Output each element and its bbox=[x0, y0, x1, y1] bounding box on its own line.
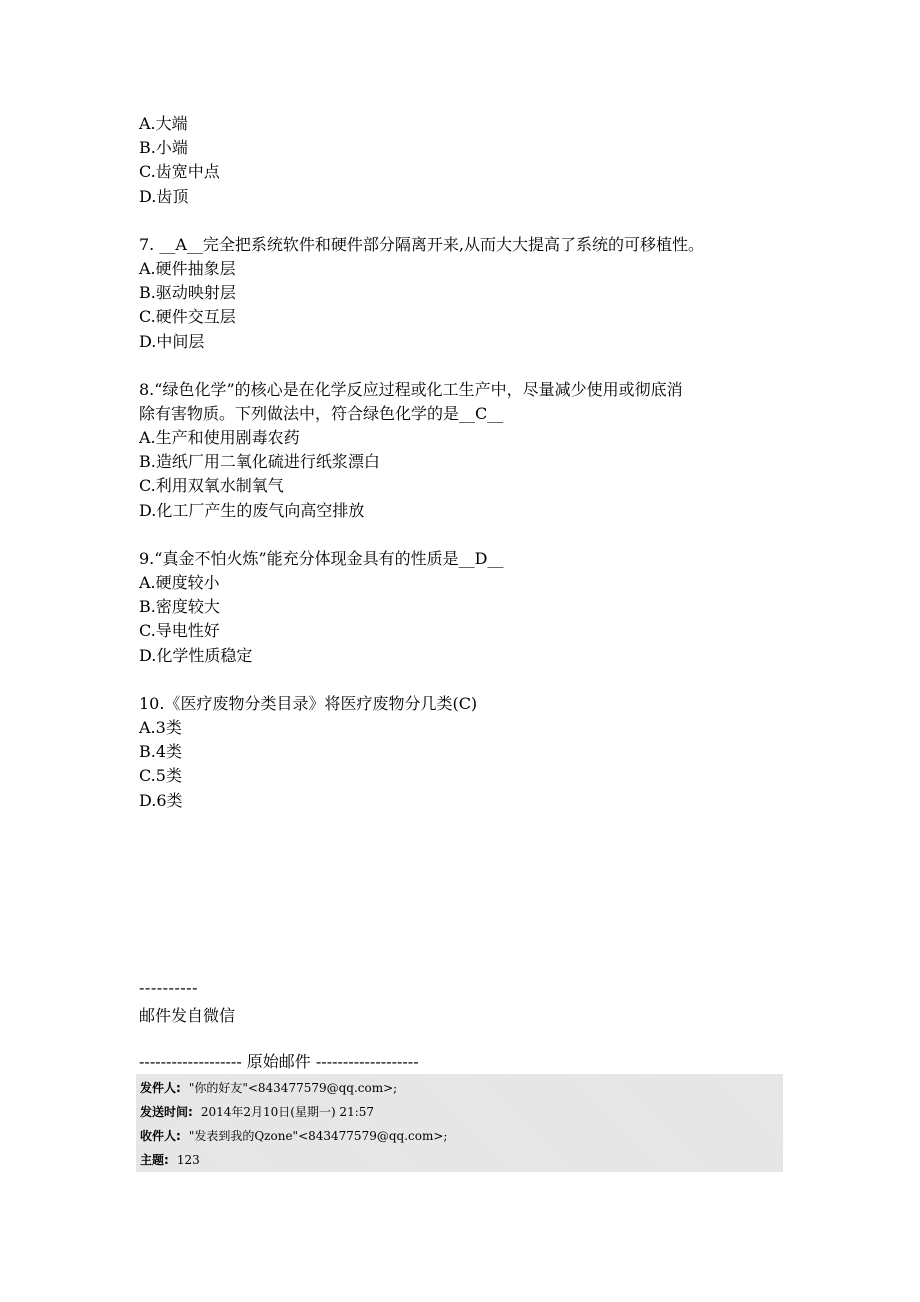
option: C.导电性好 bbox=[139, 621, 220, 641]
question-8 bbox=[139, 378, 819, 523]
from-label: 发件人: bbox=[140, 1081, 181, 1095]
option: C.齿宽中点 bbox=[139, 162, 220, 182]
question-6-options bbox=[139, 112, 819, 209]
original-mail-header bbox=[136, 1074, 783, 1172]
option: D.化工厂产生的废气向高空排放 bbox=[139, 500, 365, 520]
question-stem: 7. __A__完全把系统软件和硬件部分隔离开来,从而大大提高了系统的可移植性。 bbox=[139, 234, 704, 254]
to-row bbox=[140, 1128, 447, 1144]
sent-value: 2014年2月10日(星期一) 21:57 bbox=[200, 1105, 375, 1119]
question-stem: 10.《医疗废物分类目录》将医疗废物分几类(C) bbox=[139, 693, 478, 713]
signature-divider: ---------- bbox=[139, 978, 199, 997]
question-stem: 8.“绿色化学”的核心是在化学反应过程或化工生产中，尽量减少使用或彻底消 bbox=[139, 379, 683, 399]
option: D.化学性质稳定 bbox=[139, 645, 253, 665]
option: B.4类 bbox=[139, 742, 183, 762]
document-body bbox=[139, 112, 819, 813]
signature-text: 邮件发自微信 bbox=[139, 1006, 236, 1025]
option: A.3类 bbox=[139, 717, 182, 737]
option: B.密度较大 bbox=[139, 597, 220, 617]
option: C.硬件交互层 bbox=[139, 307, 236, 327]
option: D.中间层 bbox=[139, 331, 205, 351]
option: A.硬件抽象层 bbox=[139, 258, 236, 278]
option: B.驱动映射层 bbox=[139, 283, 236, 303]
option: C.5类 bbox=[139, 766, 182, 786]
subject-label: 主题: bbox=[140, 1153, 169, 1167]
question-7 bbox=[139, 233, 819, 354]
option: B.造纸厂用二氧化硫进行纸浆漂白 bbox=[139, 452, 380, 472]
question-9 bbox=[139, 547, 819, 668]
original-mail-heading: ------------------- 原始邮件 ------------------- bbox=[139, 1052, 419, 1071]
subject-value: 123 bbox=[176, 1153, 200, 1167]
option: D.齿顶 bbox=[139, 186, 189, 206]
to-value: "发表到我的Qzone"<843477579@qq.com>; bbox=[188, 1129, 448, 1143]
option: A.硬度较小 bbox=[139, 573, 220, 592]
option: A.大端 bbox=[139, 114, 188, 133]
from-row bbox=[140, 1080, 397, 1096]
from-value: "你的好友"<843477579@qq.com>; bbox=[188, 1081, 398, 1095]
option: B.小端 bbox=[139, 138, 188, 158]
to-label: 收件人: bbox=[140, 1129, 181, 1143]
option: D.6类 bbox=[139, 790, 183, 810]
subject-row bbox=[140, 1152, 200, 1168]
sent-row bbox=[140, 1104, 374, 1120]
sent-label: 发送时间: bbox=[140, 1105, 193, 1119]
question-stem: 除有害物质。下列做法中，符合绿色化学的是__C__ bbox=[139, 403, 504, 423]
question-10 bbox=[139, 692, 819, 813]
option: A.生产和使用剧毒农药 bbox=[139, 428, 300, 448]
question-stem: 9.“真金不怕火炼”能充分体现金具有的性质是__D__ bbox=[139, 548, 504, 568]
option: C.利用双氧水制氧气 bbox=[139, 476, 284, 496]
